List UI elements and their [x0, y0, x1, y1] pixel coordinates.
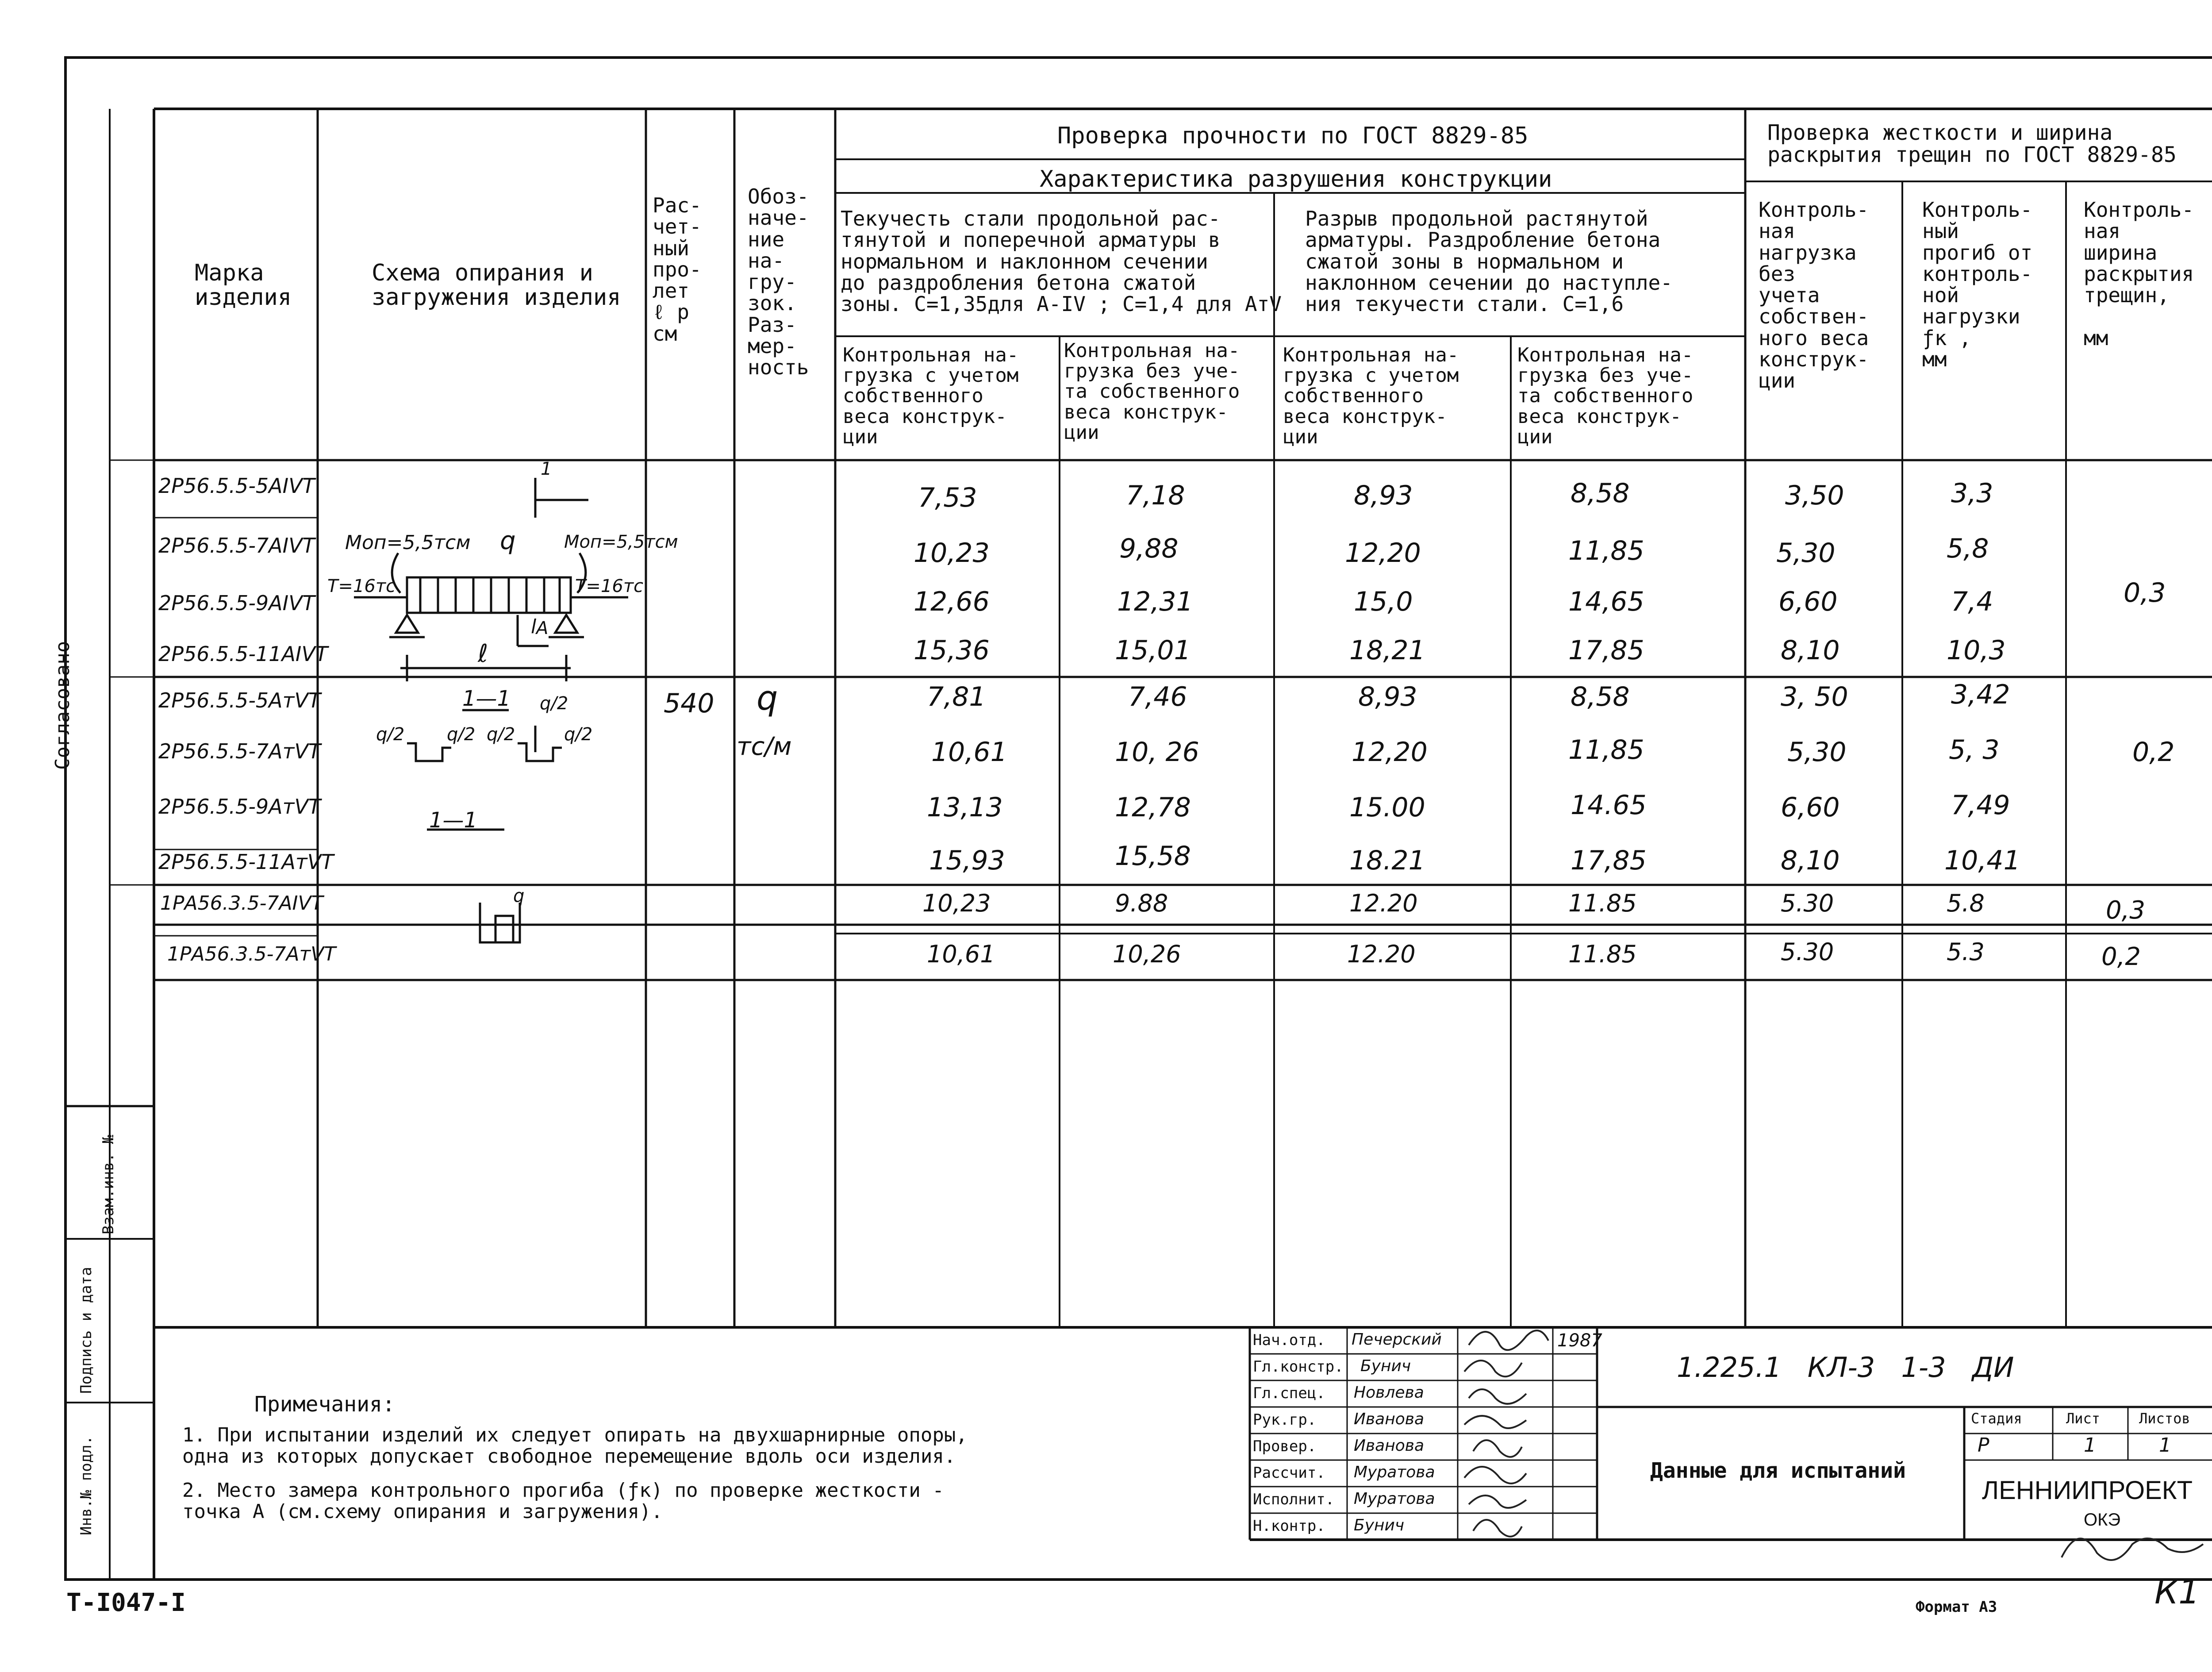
sign-name: Печерский: [1352, 1330, 1442, 1349]
sign-name: Иванова: [1354, 1410, 1425, 1428]
span-value: 540: [664, 688, 714, 719]
row-mark: 2Р56.5.5-5АтVТ: [158, 688, 321, 712]
row-value: 3, 50: [1781, 681, 1848, 712]
scheme-t-right: Т=16тс: [575, 576, 644, 596]
header-load-without-a: Контрольная на- грузка без уче- та собственного веса конструк- ции: [1064, 339, 1240, 444]
row-value: 5.30: [1781, 889, 1834, 917]
row-value: 10,3: [1947, 635, 2006, 666]
row-value: 8,58: [1571, 681, 1630, 712]
sheets-value: 1: [2159, 1434, 2171, 1457]
row-value: 9.88: [1115, 889, 1168, 917]
scheme-qhalf-1: q/2: [540, 693, 568, 714]
header-load-with-a: Контрольная на- грузка с учетом собственного веса конструк- ции: [843, 344, 1019, 448]
row-value: 6,60: [1781, 792, 1840, 823]
row-value: 10,61: [931, 737, 1007, 768]
row-mark: 2Р56.5.5-11АIVТ: [158, 642, 328, 666]
inv-replace-label: Взам.инв. №: [100, 1134, 117, 1234]
scheme-one-top: 1: [541, 459, 552, 479]
load-unit: тс/м: [737, 732, 792, 761]
row-value: 15.00: [1349, 792, 1425, 823]
header-failure-a: Текучесть стали продольной рас- тянутой и поперечной арматуры в нормальном и наклонном сечении до раздробления бетона сжатой зоны. С=1,35для А-IV ; С=1,4 для АтV: [841, 207, 1282, 316]
scheme-t-left: Т=16тс: [327, 576, 396, 596]
scheme-section-b: 1—1: [429, 808, 478, 833]
row-value: 10,26: [1113, 940, 1181, 968]
sheet-label: Лист: [2066, 1410, 2101, 1427]
row-value: 14,65: [1568, 586, 1644, 617]
row-value: 17,85: [1568, 635, 1644, 666]
row-value: 10,61: [927, 940, 995, 968]
row-mark: 2Р56.5.5-9АIVТ: [158, 591, 315, 615]
scheme-qhalf-4: q/2: [487, 724, 515, 745]
scheme-q-label: q: [500, 527, 516, 555]
row-value: 10,41: [1944, 845, 2020, 876]
sign-role: Нач.отд.: [1253, 1331, 1325, 1349]
row-value: 13,13: [927, 792, 1003, 823]
row-value: 18,21: [1349, 635, 1425, 666]
crack-width-group: 0,3: [2106, 896, 2146, 925]
row-value: 8,93: [1354, 480, 1413, 511]
row-value: 10,23: [914, 538, 990, 569]
org-name: ЛЕННИИПРОЕКТ: [1982, 1476, 2193, 1505]
sign-role: Гл.констр.: [1253, 1358, 1344, 1376]
sign-name: Новлева: [1354, 1384, 1424, 1402]
row-value: 11.85: [1568, 940, 1637, 968]
header-scheme: Схема опирания и загружения изделия: [372, 260, 621, 311]
inv-orig-label: Инв.№ подл.: [77, 1435, 95, 1535]
sign-role: Рассчит.: [1253, 1464, 1325, 1482]
sign-name: Бунич: [1354, 1516, 1405, 1534]
sign-role: Провер.: [1253, 1438, 1317, 1455]
scheme-qhalf-5: q/2: [564, 724, 593, 745]
row-value: 17,85: [1571, 845, 1647, 876]
row-value: 9,88: [1119, 533, 1179, 564]
crack-width-group: 0,3: [2124, 577, 2166, 608]
row-value: 3,50: [1785, 480, 1844, 511]
row-value: 11.85: [1568, 889, 1637, 917]
header-crack: Контроль- ная ширина раскрытия трещин, мм: [2084, 198, 2194, 350]
header-load-with-b: Контрольная на- грузка с учетом собственного веса конструк- ции: [1283, 344, 1459, 448]
row-value: 5,8: [1947, 533, 1989, 564]
notes-title: Примечания:: [254, 1392, 395, 1417]
row-value: 11,85: [1568, 535, 1644, 566]
row-value: 12,31: [1117, 586, 1193, 617]
row-value: 10, 26: [1115, 737, 1199, 768]
row-mark: 2Р56.5.5-9АтVТ: [158, 795, 321, 819]
header-strength-title: Проверка прочности по ГОСТ 8829-85: [1057, 123, 1528, 149]
scheme-l-span: ℓ: [478, 639, 488, 668]
row-value: 15,0: [1354, 586, 1413, 617]
row-value: 15,36: [914, 635, 990, 666]
crack-width-group: 0,2: [2132, 737, 2175, 768]
scheme-mop-left: Моп=5,5тсм: [345, 531, 471, 554]
load-symbol: q: [757, 678, 778, 718]
document-code: Т-I047-I: [66, 1588, 186, 1617]
scheme-qhalf-2: q/2: [376, 724, 405, 745]
row-value: 3,42: [1951, 679, 2010, 710]
sign-year: 1987: [1557, 1330, 1602, 1351]
row-mark: 2Р56.5.5-11АтVТ: [158, 850, 334, 874]
row-mark: 1РА56.3.5-7АIVТ: [160, 892, 323, 915]
sign-role: Гл.спец.: [1253, 1384, 1325, 1402]
row-mark: 2Р56.5.5-7АIVТ: [158, 534, 315, 557]
row-value: 12,78: [1115, 792, 1191, 823]
row-value: 5.8: [1947, 889, 1985, 917]
sign-role: Рук.гр.: [1253, 1411, 1317, 1429]
corner-signature: К1: [2154, 1572, 2200, 1611]
sign-name: Бунич: [1360, 1357, 1411, 1375]
scheme-section-a: 1—1: [462, 686, 511, 711]
row-value: 7,81: [927, 681, 986, 712]
header-span: Рас- чет- ный про- лет ℓ р см: [653, 193, 702, 346]
row-value: 12,20: [1352, 737, 1428, 768]
header-deflection: Контроль- ный прогиб от контроль- ной нагрузки ƒк , мм: [1922, 198, 2033, 372]
row-mark: 1РА56.3.5-7АтVТ: [167, 943, 336, 965]
row-value: 5,30: [1787, 737, 1847, 768]
row-value: 3,3: [1951, 478, 1993, 509]
stage-label: Стадия: [1971, 1410, 2022, 1427]
row-value: 8,93: [1358, 681, 1417, 712]
row-value: 8,10: [1781, 635, 1840, 666]
format-label: Формат А3: [1916, 1598, 1997, 1616]
row-value: 12,20: [1345, 538, 1421, 569]
header-control-load: Контроль- ная нагрузка без учета собствен- ного веса конструк- ции: [1759, 198, 1869, 393]
row-value: 6,60: [1778, 586, 1838, 617]
note-2: 2. Место замера контрольного прогиба (ƒк) по проверке жесткости - точка А (см.схему опирания и загружения).: [182, 1479, 944, 1523]
row-value: 15,93: [929, 845, 1005, 876]
row-value: 14.65: [1571, 790, 1647, 821]
row-mark: 2Р56.5.5-7АтVТ: [158, 739, 321, 763]
sheet-title: Данные для испытаний: [1650, 1458, 1906, 1483]
row-value: 7,49: [1951, 790, 2010, 821]
scheme-l-small: l: [531, 615, 537, 638]
row-value: 5,30: [1776, 538, 1836, 569]
scheme-q-mark: q: [513, 886, 525, 906]
header-stiffness-title: Проверка жесткости и ширина раскрытия трещин по ГОСТ 8829-85: [1767, 120, 2177, 168]
header-load-without-b: Контрольная на- грузка без уче- та собственного веса конструк- ции: [1517, 344, 1694, 448]
row-value: 8,58: [1571, 478, 1630, 509]
row-mark: 2Р56.5.5-5АIVТ: [158, 474, 315, 498]
row-value: 5.30: [1781, 938, 1834, 966]
sign-role: Н.контр.: [1253, 1517, 1325, 1535]
row-value: 18.21: [1349, 845, 1425, 876]
row-value: 10,23: [922, 889, 991, 917]
note-1: 1. При испытании изделий их следует опирать на двухшарнирные опоры, одна из которых допускает свободное перемещение вдоль оси изделия.: [182, 1424, 968, 1468]
row-value: 12.20: [1349, 889, 1418, 917]
sign-name: Муратова: [1354, 1463, 1435, 1481]
sign-name: Муратова: [1354, 1490, 1435, 1508]
row-value: 12,66: [914, 586, 990, 617]
header-designation: Обоз- наче- ние на- гру- зок. Раз- мер- ность: [748, 184, 809, 380]
sheets-label: Листов: [2139, 1410, 2190, 1427]
scheme-mop-right: Моп=5,5тсм: [564, 532, 678, 552]
sign-date-label: Подпись и дата: [77, 1267, 95, 1394]
row-value: 8,10: [1781, 845, 1840, 876]
row-value: 15,58: [1115, 841, 1191, 872]
header-failure-title: Характеристика разрушения конструкции: [1040, 166, 1552, 192]
doc-number: 1.225.1 КЛ-3 1-3 ДИ: [1677, 1351, 2014, 1384]
sheet-value: 1: [2084, 1434, 2096, 1457]
sign-name: Иванова: [1354, 1437, 1425, 1455]
header-marka: Марка изделия: [195, 260, 292, 311]
org-sub: ОКЭ: [2084, 1510, 2121, 1530]
header-failure-b: Разрыв продольной растянутой арматуры. Раздробление бетона сжатой зоны в нормальном и наклонном сечении до наступле- ния текучести стали. С=1,6: [1305, 207, 1673, 316]
row-value: 5, 3: [1949, 734, 2000, 765]
row-value: 11,85: [1568, 734, 1644, 765]
row-value: 15,01: [1115, 635, 1191, 666]
row-value: 7,53: [918, 482, 977, 513]
scheme-qhalf-3: q/2: [447, 724, 476, 745]
agreed-label: Согласовано: [51, 641, 74, 770]
row-value: 12.20: [1347, 940, 1416, 968]
crack-width-group: 0,2: [2101, 942, 2141, 971]
scheme-a-label: А: [536, 618, 549, 638]
row-value: 7,4: [1951, 586, 1993, 617]
sign-role: Исполнит.: [1253, 1491, 1335, 1508]
stage-value: Р: [1978, 1434, 1989, 1457]
row-value: 5.3: [1947, 938, 1985, 966]
row-value: 7,18: [1126, 480, 1185, 511]
row-value: 7,46: [1128, 681, 1187, 712]
